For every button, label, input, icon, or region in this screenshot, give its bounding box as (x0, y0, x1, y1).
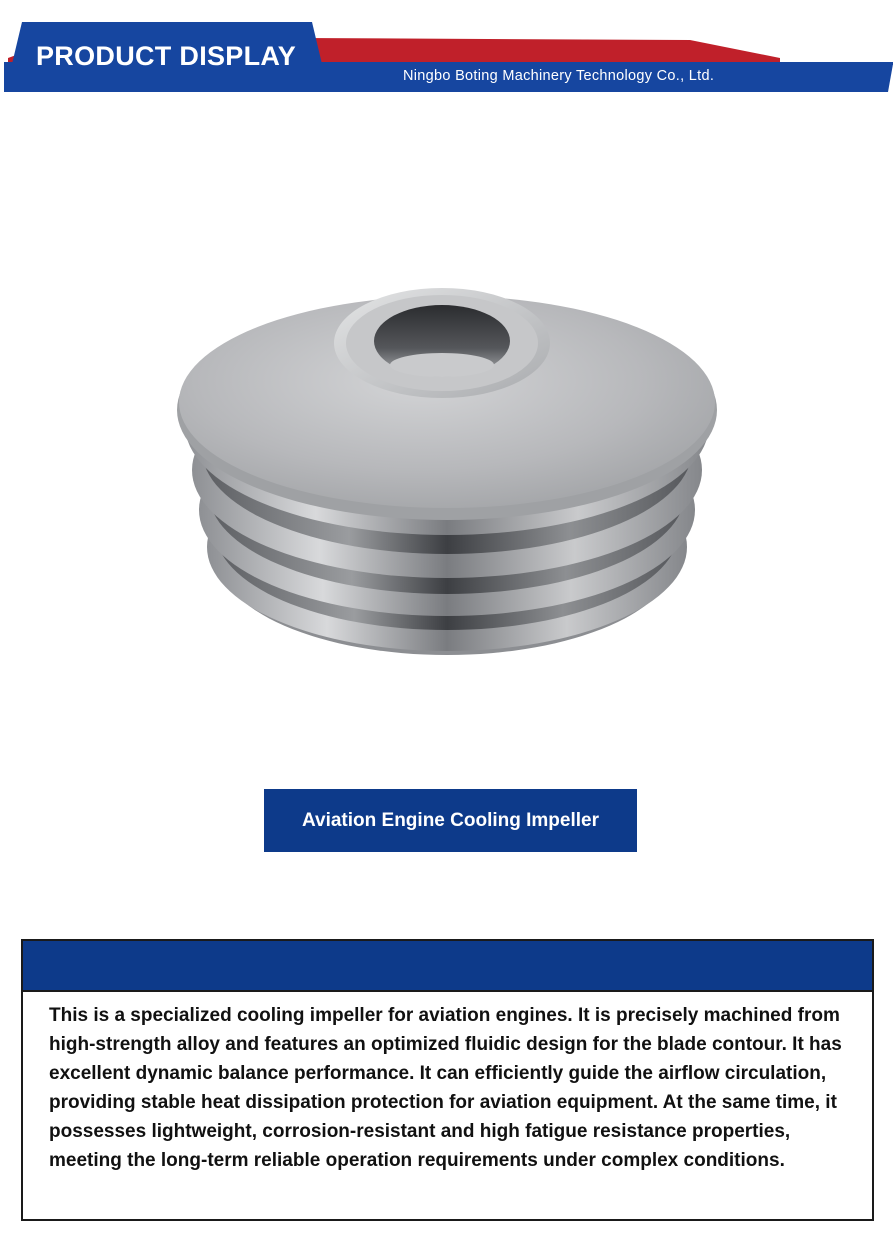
header-banner (0, 0, 895, 100)
company-name: Ningbo Boting Machinery Technology Co., Ltd. (403, 68, 715, 84)
impeller-illustration (170, 225, 730, 670)
page-title: PRODUCT DISPLAY (36, 41, 297, 71)
product-name: Aviation Engine Cooling Impeller (302, 809, 599, 831)
product-image (170, 225, 730, 670)
description-panel (21, 939, 874, 1221)
product-description: This is a specialized cooling impeller for aviation engines. It is precisely machined from high-strength alloy and features an optimized fluidic design for the blade contour. It has excellent dynamic balance performance. It can efficiently guide the airflow circulation, providing stable heat dissipation protection for aviation equipment. At the same time, it possesses lightweight, corrosion-resistant and high fatigue resistance properties, meeting the long-term reliable operation requirements under complex conditions. (49, 1005, 842, 1171)
description-header-bar (23, 941, 872, 992)
product-name-label (264, 789, 637, 852)
